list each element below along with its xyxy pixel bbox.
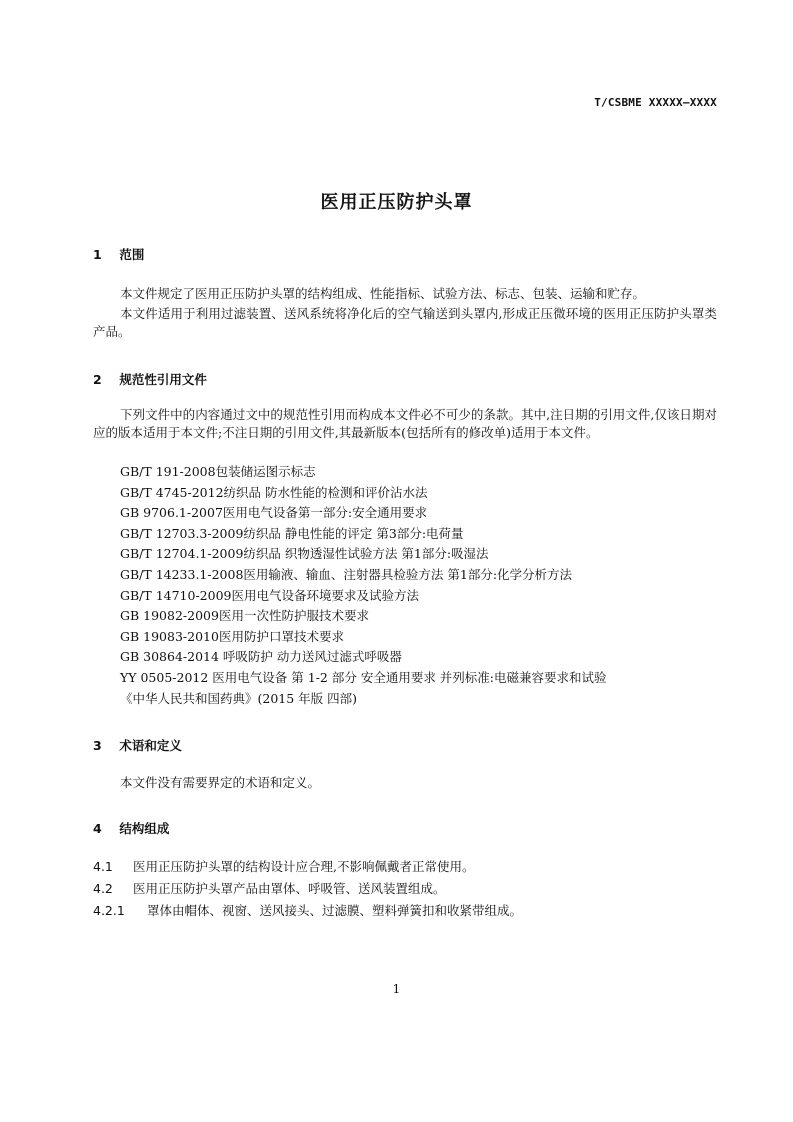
clause-4-2 [93,879,446,897]
reference-list [120,462,607,709]
normative-intro-paragraph: 下列文件中的内容通过文中的规范性引用而构成本文件必不可少的条款。其中,注日期的引用文件,仅该日期对应的版本适用于本文件;不注日期的引用文件,其最新版本(包括所有的修改单)适用于本文件。 [93,407,717,440]
terms-paragraph: 本文件没有需要界定的术语和定义。 [120,775,321,790]
clause-text: 罩体由帽体、视窗、送风接头、过滤膜、塑料弹簧扣和收紧带组成。 [146,903,522,918]
section-number: 2 [93,372,102,387]
reference-item: GB/T 12704.1-2009纺织品 织物透湿性试验方法 第1部分:吸湿法 [120,546,489,562]
section-title: 术语和定义 [119,738,182,753]
clause-number: 4.1 [93,859,113,874]
section-heading-terms-and-definitions [93,736,182,754]
reference-item: GB 19082-2009医用一次性防护服技术要求 [120,608,369,624]
section-heading-structure [93,819,169,837]
clause-number: 4.2 [93,881,113,896]
reference-item: GB/T 14233.1-2008医用输液、输血、注射器具检验方法 第1部分:化学分析方法 [120,566,573,582]
reference-item: GB/T 191-2008包装储运图示标志 [120,464,316,479]
reference-item: GB 9706.1-2007医用电气设备第一部分:安全通用要求 [120,505,428,521]
clause-4-1 [93,857,474,875]
reference-item: 《中华人民共和国药典》(2015 年版 四部) [120,690,358,706]
section-number: 3 [93,738,102,753]
reference-item: GB 19083-2010医用防护口罩技术要求 [120,628,344,644]
clause-number: 4.2.1 [93,903,125,918]
standard-code: T/CSBME XXXXX—XXXX [594,96,717,109]
clause-4-2-1 [93,901,522,919]
reference-item: YY 0505-2012 医用电气设备 第 1-2 部分 安全通用要求 并列标准:电磁兼容要求和试验 [120,669,607,685]
reference-item: GB 30864-2014 呼吸防护 动力送风过滤式呼吸器 [120,649,402,665]
clause-text: 医用正压防护头罩产品由罩体、呼吸管、送风装置组成。 [132,881,446,896]
clause-text: 医用正压防护头罩的结构设计应合理,不影响佩戴者正常使用。 [132,859,475,874]
section-title: 规范性引用文件 [119,372,207,387]
document-title: 医用正压防护头罩 [320,192,473,213]
reference-item: GB/T 4745-2012纺织品 防水性能的检测和评价沾水法 [120,484,428,500]
page-number: 1 [392,982,401,996]
scope-paragraph-2: 本文件适用于利用过滤装置、送风系统将净化后的空气输送到头罩内,形成正压微环境的医用正压防护头罩类产品。 [93,306,717,339]
section-title: 范围 [119,247,145,262]
section-title: 结构组成 [119,821,170,836]
reference-item: GB/T 14710-2009医用电气设备环境要求及试验方法 [120,587,419,603]
section-heading-scope [93,245,144,263]
section-number: 4 [93,821,102,836]
reference-item: GB/T 12703.3-2009纺织品 静电性能的评定 第3部分:电荷量 [120,525,464,541]
section-heading-normative-references [93,370,207,388]
scope-paragraph-1: 本文件规定了医用正压防护头罩的结构组成、性能指标、试验方法、标志、包装、运输和贮存。 [120,286,646,301]
section-number: 1 [93,247,102,262]
